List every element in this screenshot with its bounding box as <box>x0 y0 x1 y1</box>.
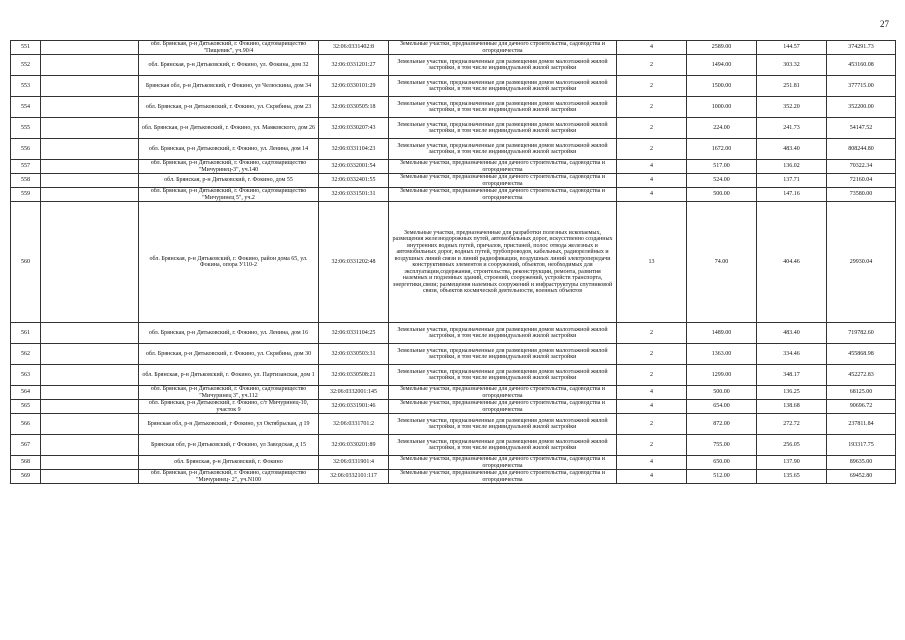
table-row <box>11 97 896 118</box>
address-cell: обл. Брянская, р-н Дятьковский, г. Фокино, садтоварищество "Пищевик", уч.90/4 <box>139 41 319 55</box>
address-cell: обл. Брянская, р-н Дятьковский, г. Фокино, с/т Мичуринец-10, участок 9 <box>139 400 319 414</box>
rate-cell: 256.05 <box>757 435 827 456</box>
table-row <box>11 41 896 55</box>
address-cell: обл. Брянская, р-н Дятьковский, г. Фокино, дом 55 <box>139 174 319 188</box>
cadastral-number-cell: 32:06:0330207:43 <box>319 118 389 139</box>
row-number-cell: 564 <box>11 386 41 400</box>
empty-cell <box>41 400 139 414</box>
rate-cell: 138.68 <box>757 400 827 414</box>
cadastral-value-cell: 68125.00 <box>827 386 896 400</box>
address-cell: обл. Брянская, р-н Дятьковский, г. Фокино, садтоварищество "Мичуринец-3", уч.140 <box>139 160 319 174</box>
land-use-cell: Земельные участки, предназначенные для дачного строительства, садоводства и огородничества <box>389 41 617 55</box>
empty-cell <box>41 323 139 344</box>
category-code-cell: 4 <box>617 41 687 55</box>
rate-cell: 137.71 <box>757 174 827 188</box>
empty-cell <box>41 174 139 188</box>
cadastral-value-cell: 54147.52 <box>827 118 896 139</box>
row-number-cell: 556 <box>11 139 41 160</box>
empty-cell <box>41 41 139 55</box>
address-cell: обл. Брянская, р-н Дятьковский, г. Фокино, ул. Скрябина, дом 30 <box>139 344 319 365</box>
land-use-cell: Земельные участки, предназначенные для размещения домов малоэтажной жилой застройки, в том числе индивидуальной жилой застройки <box>389 365 617 386</box>
cadastral-number-cell: 32:06:0330508:21 <box>319 365 389 386</box>
land-use-cell: Земельные участки, предназначенные для дачного строительства, садоводства и огородничества <box>389 188 617 202</box>
address-cell: обл. Брянская, р-н Дятьковский, г. Фокино, район дома 65, ул. Фокина, опора У110-2 <box>139 202 319 323</box>
address-cell: обл. Брянская, р-н Дятьковский, г. Фокино <box>139 456 319 470</box>
land-use-cell: Земельные участки, предназначенные для дачного строительства, садоводства и огородничества <box>389 470 617 484</box>
row-number-cell: 569 <box>11 470 41 484</box>
cadastral-value-cell: 452272.83 <box>827 365 896 386</box>
empty-cell <box>41 344 139 365</box>
area-cell: 654.00 <box>687 400 757 414</box>
area-cell: 500.00 <box>687 386 757 400</box>
cadastral-number-cell: 32:06:0330503:31 <box>319 344 389 365</box>
cadastral-value-cell: 374291.73 <box>827 41 896 55</box>
land-use-cell: Земельные участки, предназначенные для дачного строительства, садоводства и огородничества <box>389 174 617 188</box>
rate-cell: 144.57 <box>757 41 827 55</box>
empty-cell <box>41 365 139 386</box>
empty-cell <box>41 76 139 97</box>
empty-cell <box>41 160 139 174</box>
land-use-cell: Земельные участки, предназначенные для размещения домов малоэтажной жилой застройки, в том числе индивидуальной жилой застройки <box>389 344 617 365</box>
rate-cell: 483.40 <box>757 323 827 344</box>
address-cell: обл. Брянская, р-н Дятьковский, г. Фокино, ул. Фокина, дом 32 <box>139 55 319 76</box>
table-row <box>11 188 896 202</box>
rate-cell: 241.73 <box>757 118 827 139</box>
area-cell: 650.00 <box>687 456 757 470</box>
cadastral-value-cell: 377715.00 <box>827 76 896 97</box>
cadastral-value-cell: 453160.08 <box>827 55 896 76</box>
cadastral-value-cell: 73580.00 <box>827 188 896 202</box>
rate-cell: 137.90 <box>757 456 827 470</box>
cadastral-number-cell: 32:06:0331104:25 <box>319 323 389 344</box>
cadastral-number-cell: 32:06:0332101:117 <box>319 470 389 484</box>
area-cell: 512.00 <box>687 470 757 484</box>
row-number-cell: 557 <box>11 160 41 174</box>
cadastral-number-cell: 32:06:0330505:18 <box>319 97 389 118</box>
area-cell: 755.00 <box>687 435 757 456</box>
table-row <box>11 139 896 160</box>
land-use-cell: Земельные участки, предназначенные для размещения домов малоэтажной жилой застройки, в том числе индивидуальной жилой застройки <box>389 139 617 160</box>
rate-cell: 352.20 <box>757 97 827 118</box>
address-cell: обл. Брянская, р-н Дятьковский, г. Фокино, садтоварищество "Мичуринец- 2", уч.N100 <box>139 470 319 484</box>
empty-cell <box>41 470 139 484</box>
cadastral-value-cell: 72160.04 <box>827 174 896 188</box>
cadastral-number-cell: 32:06:0331202:48 <box>319 202 389 323</box>
cadastral-number-cell: 32:06:0332001:145 <box>319 386 389 400</box>
area-cell: 1494.00 <box>687 55 757 76</box>
row-number-cell: 565 <box>11 400 41 414</box>
area-cell: 1363.00 <box>687 344 757 365</box>
area-cell: 500.00 <box>687 188 757 202</box>
area-cell: 2589.00 <box>687 41 757 55</box>
category-code-cell: 2 <box>617 55 687 76</box>
address-cell: Брянская обл, р-н Дятьковский, г Фокино, ул Заводская, д 15 <box>139 435 319 456</box>
category-code-cell: 2 <box>617 118 687 139</box>
row-number-cell: 558 <box>11 174 41 188</box>
empty-cell <box>41 414 139 435</box>
category-code-cell: 4 <box>617 174 687 188</box>
land-use-cell: Земельные участки, предназначенные для размещения домов малоэтажной жилой застройки, в том числе индивидуальной жилой застройки <box>389 414 617 435</box>
empty-cell <box>41 55 139 76</box>
row-number-cell: 554 <box>11 97 41 118</box>
cadastral-value-cell: 719782.60 <box>827 323 896 344</box>
row-number-cell: 567 <box>11 435 41 456</box>
area-cell: 524.00 <box>687 174 757 188</box>
table-row <box>11 456 896 470</box>
land-use-cell: Земельные участки, предназначенные для размещения домов малоэтажной жилой застройки, в том числе индивидуальной жилой застройки <box>389 76 617 97</box>
cadastral-number-cell: 32:06:0331201:27 <box>319 55 389 76</box>
table-row <box>11 160 896 174</box>
empty-cell <box>41 139 139 160</box>
table-row <box>11 118 896 139</box>
address-cell: обл. Брянская, р-н Дятьковский, г. Фокино, ул. Скрябина, дом 23 <box>139 97 319 118</box>
category-code-cell: 4 <box>617 160 687 174</box>
cadastral-number-cell: 32:06:0330201:89 <box>319 435 389 456</box>
row-number-cell: 562 <box>11 344 41 365</box>
rate-cell: 147.16 <box>757 188 827 202</box>
cadastral-number-cell: 32:06:0331104:23 <box>319 139 389 160</box>
category-code-cell: 2 <box>617 139 687 160</box>
area-cell: 224.00 <box>687 118 757 139</box>
row-number-cell: 568 <box>11 456 41 470</box>
area-cell: 74.00 <box>687 202 757 323</box>
cadastral-value-cell: 808244.80 <box>827 139 896 160</box>
rate-cell: 136.25 <box>757 386 827 400</box>
address-cell: Брянская обл, р-н Дятьковский, г Фокино, ул Октябрьская, д 19 <box>139 414 319 435</box>
empty-cell <box>41 456 139 470</box>
address-cell: обл. Брянская, р-н Дятьковский, г. Фокино, садтоварищество "Мичуринец 3", уч.112 <box>139 386 319 400</box>
address-cell: обл. Брянская, р-н Дятьковский, г. Фокино, ул. Ленина, дом 16 <box>139 323 319 344</box>
row-number-cell: 559 <box>11 188 41 202</box>
land-use-cell: Земельные участки, предназначенные для размещения домов малоэтажной жилой застройки, в том числе индивидуальной жилой застройки <box>389 118 617 139</box>
cadastral-value-cell: 70322.34 <box>827 160 896 174</box>
table-row <box>11 365 896 386</box>
table-row <box>11 414 896 435</box>
cadastral-value-cell: 90696.72 <box>827 400 896 414</box>
land-use-cell: Земельные участки, предназначенные для дачного строительства, садоводства и огородничества <box>389 400 617 414</box>
table-row <box>11 344 896 365</box>
cadastral-number-cell: 32:06:0332401:55 <box>319 174 389 188</box>
cadastral-number-cell: 32:06:0331501:31 <box>319 188 389 202</box>
cadastral-value-cell: 193317.75 <box>827 435 896 456</box>
category-code-cell: 2 <box>617 323 687 344</box>
rate-cell: 272.72 <box>757 414 827 435</box>
rate-cell: 404.46 <box>757 202 827 323</box>
page-number: 27 <box>880 19 889 29</box>
row-number-cell: 566 <box>11 414 41 435</box>
empty-cell <box>41 435 139 456</box>
table-row <box>11 323 896 344</box>
area-cell: 872.00 <box>687 414 757 435</box>
category-code-cell: 2 <box>617 344 687 365</box>
table-row <box>11 400 896 414</box>
cadastral-number-cell: 32:06:0331701:2 <box>319 414 389 435</box>
cadastral-value-cell: 237811.84 <box>827 414 896 435</box>
area-cell: 1299.00 <box>687 365 757 386</box>
rate-cell: 136.02 <box>757 160 827 174</box>
row-number-cell: 560 <box>11 202 41 323</box>
row-number-cell: 552 <box>11 55 41 76</box>
row-number-cell: 555 <box>11 118 41 139</box>
rate-cell: 348.17 <box>757 365 827 386</box>
area-cell: 517.00 <box>687 160 757 174</box>
land-registry-table <box>10 40 896 484</box>
empty-cell <box>41 386 139 400</box>
land-use-cell: Земельные участки, предназначенные для размещения домов малоэтажной жилой застройки, в том числе индивидуальной жилой застройки <box>389 55 617 76</box>
address-cell: обл. Брянская, р-н Дятьковский, г. Фокино, ул. Партизанская, дом 1 <box>139 365 319 386</box>
land-use-cell: Земельные участки, предназначенные для дачного строительства, садоводства и огородничества <box>389 386 617 400</box>
cadastral-value-cell: 352200.00 <box>827 97 896 118</box>
table-row <box>11 202 896 323</box>
row-number-cell: 563 <box>11 365 41 386</box>
row-number-cell: 551 <box>11 41 41 55</box>
cadastral-value-cell: 29930.04 <box>827 202 896 323</box>
row-number-cell: 561 <box>11 323 41 344</box>
category-code-cell: 4 <box>617 400 687 414</box>
category-code-cell: 2 <box>617 414 687 435</box>
cadastral-number-cell: 32:06:0331402:8 <box>319 41 389 55</box>
cadastral-value-cell: 89635.00 <box>827 456 896 470</box>
address-cell: обл. Брянская, р-н Дятьковский, г. Фокино, ул. Ленина, дом 14 <box>139 139 319 160</box>
table-row <box>11 174 896 188</box>
category-code-cell: 2 <box>617 97 687 118</box>
cadastral-value-cell: 69452.80 <box>827 470 896 484</box>
rate-cell: 334.46 <box>757 344 827 365</box>
category-code-cell: 4 <box>617 456 687 470</box>
rate-cell: 135.65 <box>757 470 827 484</box>
empty-cell <box>41 118 139 139</box>
category-code-cell: 4 <box>617 470 687 484</box>
cadastral-value-cell: 455868.98 <box>827 344 896 365</box>
category-code-cell: 4 <box>617 386 687 400</box>
land-use-cell: Земельные участки, предназначенные для разработки полезных ископаемых, размещения железнодорожных путей, автомобильных дорог, искусственно созданных внутренних водных путей, причалов, пристаней, полос отвода железных и автомобильных дорог, водных путей, трубопроводов, кабельных, радиорелейных и воздушных линий связи и линий радиофикации, воздушных линий электропередачи конструктивных элементов и сооружений, объектов, необходимых для эксплуатации,содержания, строительства, реконструкции, ремонта, развития наземных и подземных зданий, строений, сооружений, устройств транспорта, энергетики,связи; размещения наземных сооружений и инфраструктуры спутниковой связи, объектов космической деятельности, военных объектов <box>389 202 617 323</box>
category-code-cell: 4 <box>617 188 687 202</box>
area-cell: 1000.00 <box>687 97 757 118</box>
address-cell: обл. Брянская, р-н Дятьковский, г. Фокино, садтоварищество "Мичуринец 5", уч.2 <box>139 188 319 202</box>
address-cell: обл. Брянская, р-н Дятьковский, г. Фокино, ул. Маяковского, дом 26 <box>139 118 319 139</box>
empty-cell <box>41 97 139 118</box>
land-use-cell: Земельные участки, предназначенные для размещения домов малоэтажной жилой застройки, в том числе индивидуальной жилой застройки <box>389 97 617 118</box>
address-cell: Брянская обл, р-н Дятьковский, г Фокино, ул Челюскина, дом 34 <box>139 76 319 97</box>
cadastral-number-cell: 32:06:0332001:54 <box>319 160 389 174</box>
cadastral-number-cell: 32:06:0331901:46 <box>319 400 389 414</box>
rate-cell: 303.32 <box>757 55 827 76</box>
land-use-cell: Земельные участки, предназначенные для размещения домов малоэтажной жилой застройки, в том числе индивидуальной жилой застройки <box>389 435 617 456</box>
area-cell: 1489.00 <box>687 323 757 344</box>
rate-cell: 483.40 <box>757 139 827 160</box>
category-code-cell: 2 <box>617 365 687 386</box>
cadastral-number-cell: 32:06:0331901:4 <box>319 456 389 470</box>
area-cell: 1672.00 <box>687 139 757 160</box>
land-use-cell: Земельные участки, предназначенные для размещения домов малоэтажной жилой застройки, в том числе индивидуальной жилой застройки <box>389 323 617 344</box>
area-cell: 1500.00 <box>687 76 757 97</box>
land-use-cell: Земельные участки, предназначенные для дачного строительства, садоводства и огородничества <box>389 456 617 470</box>
table-row <box>11 55 896 76</box>
table-row <box>11 76 896 97</box>
empty-cell <box>41 202 139 323</box>
category-code-cell: 13 <box>617 202 687 323</box>
row-number-cell: 553 <box>11 76 41 97</box>
table-row <box>11 386 896 400</box>
cadastral-number-cell: 32:06:0330101:29 <box>319 76 389 97</box>
category-code-cell: 2 <box>617 435 687 456</box>
land-use-cell: Земельные участки, предназначенные для дачного строительства, садоводства и огородничества <box>389 160 617 174</box>
category-code-cell: 2 <box>617 76 687 97</box>
table-body <box>11 41 896 484</box>
rate-cell: 251.81 <box>757 76 827 97</box>
table-row <box>11 435 896 456</box>
table-row <box>11 470 896 484</box>
empty-cell <box>41 188 139 202</box>
